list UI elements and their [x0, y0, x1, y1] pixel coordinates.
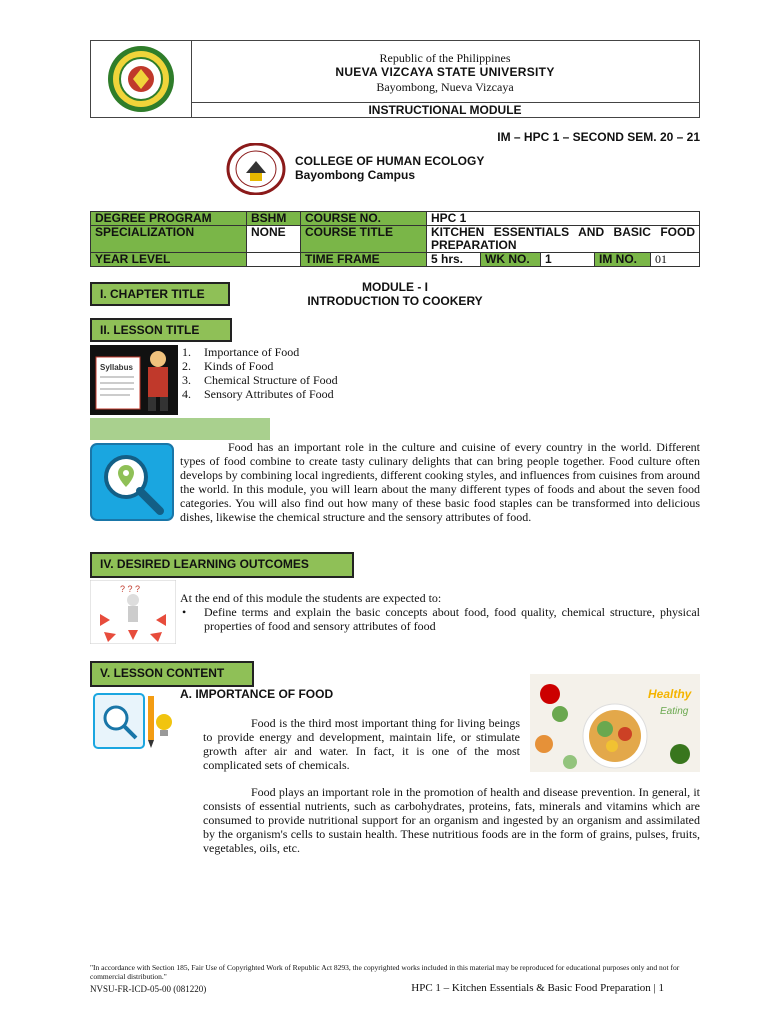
- outcomes-intro: At the end of this module the students are expected to:: [180, 591, 442, 605]
- svg-text:Eating: Eating: [660, 706, 689, 717]
- healthy-eating-image: [530, 674, 700, 772]
- outcomes-bar: IV. DESIRED LEARNING OUTCOMES: [90, 552, 354, 578]
- im-label: IM NO.: [595, 253, 651, 267]
- search-location-icon: [90, 443, 174, 521]
- time-value: 5 hrs.: [427, 253, 481, 267]
- svg-text:Syllabus: Syllabus: [100, 363, 133, 372]
- overview-paragraph: Food has an important role in the culture and cuisine of every country in the world. Different types of food combine to create tasty culinary delights that can bring people together. Food culture often develops by combining local ingredients, different cooking styles, and influences from cuisines from around the world. In this module, you will learn about the many different types of foods and about the seven food categories. You will also find out how many of these basic food staples can be transformed into delicious dishes, likewise the chemical structure and the sensory attributes of food.: [180, 440, 700, 524]
- chapter-title-bar: I. CHAPTER TITLE: [90, 282, 230, 306]
- course-info-table: [90, 211, 700, 267]
- syllabus-teacher-icon: [90, 345, 178, 415]
- college-logo-icon: [226, 143, 286, 195]
- outcome-item: • Define terms and explain the basic concepts about food, food quality, chemical structure, physical properties of food and sensory attributes of food: [182, 605, 700, 633]
- bullet-icon: •: [182, 605, 187, 619]
- document-header: [90, 40, 700, 118]
- module-name: INTRODUCTION TO COOKERY: [307, 294, 483, 308]
- learning-outcomes-icon: [90, 580, 176, 644]
- degree-value: BSHM: [247, 212, 301, 226]
- university-seal-icon: [91, 41, 191, 117]
- course-no-label: COURSE NO.: [301, 212, 427, 226]
- university-location: Bayombong, Nueva Vizcaya: [376, 80, 514, 94]
- university-name: NUEVA VIZCAYA STATE UNIVERSITY: [335, 65, 555, 79]
- overview-bar: [90, 418, 270, 440]
- outcomes-block: [180, 591, 700, 633]
- svg-text:? ? ?: ? ? ?: [120, 584, 141, 594]
- form-code: NVSU-FR-ICD-05-00 (081220): [90, 984, 207, 994]
- im-value: 01: [651, 253, 700, 267]
- education-tools-icon: [90, 690, 174, 752]
- college-name: COLLEGE OF HUMAN ECOLOGY: [295, 154, 485, 168]
- course-title-label: COURSE TITLE: [301, 226, 427, 253]
- svg-text:Healthy: Healthy: [648, 687, 692, 701]
- importance-paragraph-1: Food is the third most important thing for living beings to provide energy and development, maintain life, or stimulate growth after air and water. In fact, it is one of the most complicated sets of chemicals.: [203, 716, 520, 772]
- page-footer: HPC 1 – Kitchen Essentials & Basic Food Preparation | 1: [411, 982, 664, 994]
- year-value: [247, 253, 301, 267]
- content-subheading: A. IMPORTANCE OF FOOD: [180, 687, 334, 701]
- module-title: [290, 280, 500, 308]
- list-item: 1. Importance of Food: [182, 345, 300, 359]
- lesson-list: [182, 345, 338, 401]
- list-item: 4. Sensory Attributes of Food: [182, 387, 334, 401]
- im-code: IM – HPC 1 – SECOND SEM. 20 – 21: [497, 130, 700, 144]
- university-seal-cell: [91, 41, 192, 117]
- wk-value: 1: [541, 253, 595, 267]
- course-no-value: HPC 1: [427, 212, 700, 226]
- copyright-notice: "In accordance with Section 185, Fair Use of Copyrighted Work of Republic Act 8293, the copyrighted works included in this material may be reproduced for educational purposes only and not for commercial distribution.": [90, 963, 680, 981]
- college-campus: Bayombong Campus: [295, 168, 416, 182]
- wk-label: WK NO.: [481, 253, 541, 267]
- republic-text: Republic of the Philippines: [379, 51, 511, 65]
- lesson-title-bar: II. LESSON TITLE: [90, 318, 232, 342]
- degree-label: DEGREE PROGRAM: [91, 212, 247, 226]
- importance-paragraph-2: Food plays an important role in the promotion of health and disease prevention. In general, it consists of essential nutrients, such as carbohydrates, proteins, fats, minerals and vitamins which are consumed to provide nutritional support for an organism and ingested by an organism and assimilated by the organism's cells to sustain health. These nutritious foods are in the form of grains, pulses, fruits, vegetables, oils, etc.: [203, 785, 700, 855]
- spec-value: NONE: [247, 226, 301, 253]
- list-item: 2. Kinds of Food: [182, 359, 274, 373]
- college-block: [295, 154, 484, 182]
- time-label: TIME FRAME: [301, 253, 427, 267]
- course-title-value: KITCHEN ESSENTIALS AND BASIC FOOD PREPARATION: [427, 226, 700, 253]
- spec-label: SPECIALIZATION: [91, 226, 247, 253]
- lesson-content-bar: V. LESSON CONTENT: [90, 661, 254, 687]
- module-type: INSTRUCTIONAL MODULE: [191, 102, 699, 118]
- module-number: MODULE - I: [362, 280, 428, 294]
- year-label: YEAR LEVEL: [91, 253, 247, 267]
- list-item: 3. Chemical Structure of Food: [182, 373, 338, 387]
